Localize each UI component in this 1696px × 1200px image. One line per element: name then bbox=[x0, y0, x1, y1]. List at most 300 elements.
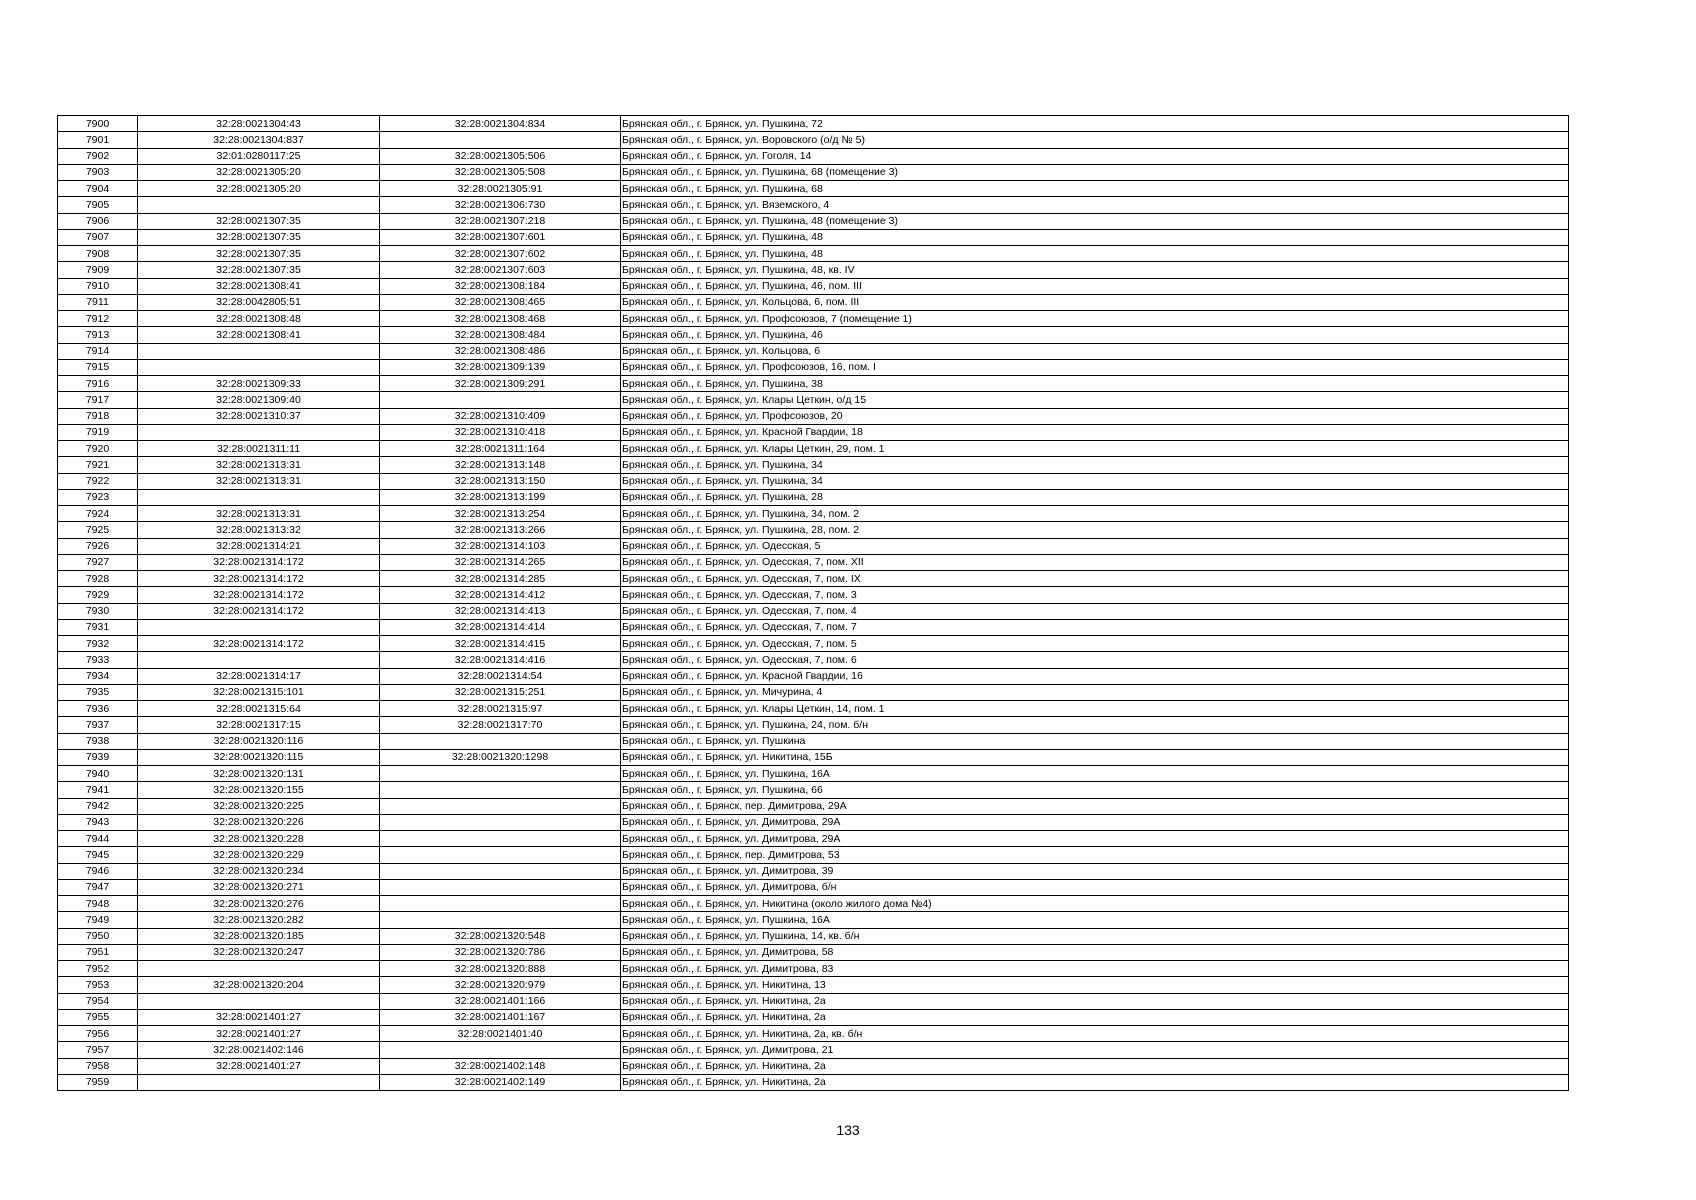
cadastral-number-cell: 32:28:0021305:20 bbox=[138, 164, 380, 180]
address-cell: Брянская обл., г. Брянск, ул. Димитрова, 29А bbox=[621, 814, 1569, 830]
row-number-cell: 7915 bbox=[58, 359, 138, 375]
cadastral-number-cell bbox=[138, 424, 380, 440]
cadastral-number-cell: 32:28:0021304:43 bbox=[138, 116, 380, 132]
address-cell: Брянская обл., г. Брянск, ул. Пушкина, 46 bbox=[621, 327, 1569, 343]
object-cadastral-number-cell bbox=[380, 879, 621, 895]
row-number-cell: 7901 bbox=[58, 132, 138, 148]
object-cadastral-number-cell: 32:28:0021401:167 bbox=[380, 1009, 621, 1025]
address-cell: Брянская обл., г. Брянск, ул. Пушкина, 66 bbox=[621, 782, 1569, 798]
row-number-cell: 7936 bbox=[58, 701, 138, 717]
table-row bbox=[58, 1009, 1569, 1025]
row-number-cell: 7948 bbox=[58, 896, 138, 912]
object-cadastral-number-cell: 32:28:0021313:266 bbox=[380, 522, 621, 538]
row-number-cell: 7952 bbox=[58, 961, 138, 977]
table-row bbox=[58, 603, 1569, 619]
row-number-cell: 7950 bbox=[58, 928, 138, 944]
address-cell: Брянская обл., г. Брянск, ул. Пушкина, 34 bbox=[621, 457, 1569, 473]
object-cadastral-number-cell: 32:28:0021308:486 bbox=[380, 343, 621, 359]
cadastral-number-cell: 32:28:0021311:11 bbox=[138, 441, 380, 457]
object-cadastral-number-cell: 32:28:0021315:251 bbox=[380, 684, 621, 700]
table-row bbox=[58, 246, 1569, 262]
row-number-cell: 7926 bbox=[58, 538, 138, 554]
cadastral-number-cell: 32:28:0021313:32 bbox=[138, 522, 380, 538]
table-row bbox=[58, 229, 1569, 245]
object-cadastral-number-cell: 32:28:0021308:484 bbox=[380, 327, 621, 343]
cadastral-number-cell bbox=[138, 619, 380, 635]
object-cadastral-number-cell bbox=[380, 733, 621, 749]
object-cadastral-number-cell bbox=[380, 896, 621, 912]
address-cell: Брянская обл., г. Брянск, ул. Пушкина, 72 bbox=[621, 116, 1569, 132]
table-row bbox=[58, 489, 1569, 505]
table-row bbox=[58, 684, 1569, 700]
cadastral-number-cell: 32:28:0021314:172 bbox=[138, 571, 380, 587]
table-row bbox=[58, 571, 1569, 587]
table-row bbox=[58, 879, 1569, 895]
table-row bbox=[58, 311, 1569, 327]
row-number-cell: 7923 bbox=[58, 489, 138, 505]
address-cell: Брянская обл., г. Брянск, ул. Никитина (около жилого дома №4) bbox=[621, 896, 1569, 912]
cadastral-number-cell: 32:28:0021320:155 bbox=[138, 782, 380, 798]
cadastral-number-cell: 32:28:0021320:247 bbox=[138, 944, 380, 960]
object-cadastral-number-cell bbox=[380, 912, 621, 928]
address-cell: Брянская обл., г. Брянск, ул. Мичурина, 4 bbox=[621, 684, 1569, 700]
table-row bbox=[58, 327, 1569, 343]
address-cell: Брянская обл., г. Брянск, ул. Клары Цеткин, 29, пом. 1 bbox=[621, 441, 1569, 457]
row-number-cell: 7913 bbox=[58, 327, 138, 343]
row-number-cell: 7954 bbox=[58, 993, 138, 1009]
table-row bbox=[58, 148, 1569, 164]
object-cadastral-number-cell bbox=[380, 814, 621, 830]
object-cadastral-number-cell: 32:28:0021317:70 bbox=[380, 717, 621, 733]
cadastral-number-cell bbox=[138, 359, 380, 375]
table-row bbox=[58, 749, 1569, 765]
address-cell: Брянская обл., г. Брянск, ул. Димитрова, 83 bbox=[621, 961, 1569, 977]
object-cadastral-number-cell: 32:28:0021305:508 bbox=[380, 164, 621, 180]
object-cadastral-number-cell: 32:28:0021401:40 bbox=[380, 1026, 621, 1042]
table-row bbox=[58, 441, 1569, 457]
table-row bbox=[58, 766, 1569, 782]
table-row bbox=[58, 278, 1569, 294]
object-cadastral-number-cell bbox=[380, 766, 621, 782]
row-number-cell: 7937 bbox=[58, 717, 138, 733]
address-cell: Брянская обл., г. Брянск, ул. Профсоюзов, 20 bbox=[621, 408, 1569, 424]
table-row bbox=[58, 262, 1569, 278]
cadastral-number-cell: 32:28:0021314:172 bbox=[138, 554, 380, 570]
cadastral-number-cell bbox=[138, 489, 380, 505]
object-cadastral-number-cell: 32:28:0021402:148 bbox=[380, 1058, 621, 1074]
cadastral-number-cell: 32:28:0021313:31 bbox=[138, 506, 380, 522]
row-number-cell: 7941 bbox=[58, 782, 138, 798]
table-row bbox=[58, 538, 1569, 554]
cadastral-number-cell: 32:28:0021320:116 bbox=[138, 733, 380, 749]
row-number-cell: 7910 bbox=[58, 278, 138, 294]
table-row bbox=[58, 197, 1569, 213]
object-cadastral-number-cell: 32:28:0021308:468 bbox=[380, 311, 621, 327]
row-number-cell: 7902 bbox=[58, 148, 138, 164]
address-cell: Брянская обл., г. Брянск, ул. Димитрова, 58 bbox=[621, 944, 1569, 960]
cadastral-number-cell: 32:28:0021314:172 bbox=[138, 636, 380, 652]
address-cell: Брянская обл., г. Брянск, ул. Кольцова, 6, пом. III bbox=[621, 294, 1569, 310]
address-cell: Брянская обл., г. Брянск, ул. Профсоюзов, 16, пом. I bbox=[621, 359, 1569, 375]
address-cell: Брянская обл., г. Брянск, ул. Никитина, 2а, кв. б/н bbox=[621, 1026, 1569, 1042]
address-cell: Брянская обл., г. Брянск, ул. Никитина, 2а bbox=[621, 1009, 1569, 1025]
address-cell: Брянская обл., г. Брянск, пер. Димитрова, 29А bbox=[621, 798, 1569, 814]
address-cell: Брянская обл., г. Брянск, ул. Никитина, 13 bbox=[621, 977, 1569, 993]
address-cell: Брянская обл., г. Брянск, ул. Пушкина, 48 bbox=[621, 229, 1569, 245]
object-cadastral-number-cell: 32:28:0021307:603 bbox=[380, 262, 621, 278]
cadastral-number-cell: 32:28:0021320:276 bbox=[138, 896, 380, 912]
table-row bbox=[58, 961, 1569, 977]
row-number-cell: 7914 bbox=[58, 343, 138, 359]
object-cadastral-number-cell: 32:28:0021313:148 bbox=[380, 457, 621, 473]
object-cadastral-number-cell: 32:28:0021315:97 bbox=[380, 701, 621, 717]
row-number-cell: 7927 bbox=[58, 554, 138, 570]
cadastral-number-cell: 32:28:0021308:41 bbox=[138, 278, 380, 294]
table-row bbox=[58, 359, 1569, 375]
row-number-cell: 7945 bbox=[58, 847, 138, 863]
cadastral-number-cell: 32:28:0021314:172 bbox=[138, 587, 380, 603]
cadastral-number-cell: 32:28:0021320:282 bbox=[138, 912, 380, 928]
object-cadastral-number-cell: 32:28:0021314:412 bbox=[380, 587, 621, 603]
row-number-cell: 7912 bbox=[58, 311, 138, 327]
cadastral-number-cell: 32:28:0021307:35 bbox=[138, 229, 380, 245]
table-row bbox=[58, 392, 1569, 408]
table-row bbox=[58, 522, 1569, 538]
table-row bbox=[58, 132, 1569, 148]
row-number-cell: 7942 bbox=[58, 798, 138, 814]
object-cadastral-number-cell: 32:28:0021320:979 bbox=[380, 977, 621, 993]
table-row bbox=[58, 457, 1569, 473]
cadastral-number-cell: 32:28:0021320:115 bbox=[138, 749, 380, 765]
address-cell: Брянская обл., г. Брянск, ул. Пушкина, 34, пом. 2 bbox=[621, 506, 1569, 522]
row-number-cell: 7939 bbox=[58, 749, 138, 765]
table-row bbox=[58, 977, 1569, 993]
row-number-cell: 7930 bbox=[58, 603, 138, 619]
cadastral-number-cell: 32:28:0021314:172 bbox=[138, 603, 380, 619]
row-number-cell: 7943 bbox=[58, 814, 138, 830]
cadastral-number-cell: 32:28:0021317:15 bbox=[138, 717, 380, 733]
object-cadastral-number-cell: 32:28:0021314:265 bbox=[380, 554, 621, 570]
row-number-cell: 7908 bbox=[58, 246, 138, 262]
registry-table-body bbox=[58, 116, 1569, 1091]
address-cell: Брянская обл., г. Брянск, ул. Воровского (о/д № 5) bbox=[621, 132, 1569, 148]
cadastral-number-cell: 32:28:0021308:48 bbox=[138, 311, 380, 327]
object-cadastral-number-cell: 32:28:0021314:414 bbox=[380, 619, 621, 635]
address-cell: Брянская обл., г. Брянск, ул. Пушкина, 46, пом. III bbox=[621, 278, 1569, 294]
object-cadastral-number-cell bbox=[380, 863, 621, 879]
address-cell: Брянская обл., г. Брянск, ул. Пушкина, 16А bbox=[621, 912, 1569, 928]
table-row bbox=[58, 912, 1569, 928]
cadastral-number-cell: 32:28:0021320:225 bbox=[138, 798, 380, 814]
row-number-cell: 7918 bbox=[58, 408, 138, 424]
address-cell: Брянская обл., г. Брянск, ул. Одесская, 7, пом. 4 bbox=[621, 603, 1569, 619]
row-number-cell: 7919 bbox=[58, 424, 138, 440]
address-cell: Брянская обл., г. Брянск, ул. Гоголя, 14 bbox=[621, 148, 1569, 164]
address-cell: Брянская обл., г. Брянск, ул. Никитина, 2а bbox=[621, 1074, 1569, 1090]
table-row bbox=[58, 668, 1569, 684]
address-cell: Брянская обл., г. Брянск, ул. Пушкина, 28 bbox=[621, 489, 1569, 505]
address-cell: Брянская обл., г. Брянск, ул. Пушкина, 34 bbox=[621, 473, 1569, 489]
row-number-cell: 7924 bbox=[58, 506, 138, 522]
address-cell: Брянская обл., г. Брянск, ул. Пушкина, 48, кв. IV bbox=[621, 262, 1569, 278]
cadastral-number-cell: 32:28:0021314:17 bbox=[138, 668, 380, 684]
table-row bbox=[58, 554, 1569, 570]
object-cadastral-number-cell: 32:28:0021307:218 bbox=[380, 213, 621, 229]
address-cell: Брянская обл., г. Брянск, ул. Одесская, 7, пом. 7 bbox=[621, 619, 1569, 635]
cadastral-number-cell: 32:28:0021402:146 bbox=[138, 1042, 380, 1058]
row-number-cell: 7944 bbox=[58, 831, 138, 847]
address-cell: Брянская обл., г. Брянск, ул. Никитина, 2а bbox=[621, 1058, 1569, 1074]
object-cadastral-number-cell: 32:28:0021310:418 bbox=[380, 424, 621, 440]
row-number-cell: 7947 bbox=[58, 879, 138, 895]
address-cell: Брянская обл., г. Брянск, ул. Пушкина bbox=[621, 733, 1569, 749]
row-number-cell: 7934 bbox=[58, 668, 138, 684]
cadastral-number-cell: 32:01:0280117:25 bbox=[138, 148, 380, 164]
address-cell: Брянская обл., г. Брянск, ул. Одесская, 7, пом. 6 bbox=[621, 652, 1569, 668]
table-row bbox=[58, 1042, 1569, 1058]
object-cadastral-number-cell: 32:28:0021402:149 bbox=[380, 1074, 621, 1090]
object-cadastral-number-cell: 32:28:0021314:413 bbox=[380, 603, 621, 619]
address-cell: Брянская обл., г. Брянск, ул. Кольцова, 6 bbox=[621, 343, 1569, 359]
object-cadastral-number-cell: 32:28:0021401:166 bbox=[380, 993, 621, 1009]
table-row bbox=[58, 1058, 1569, 1074]
object-cadastral-number-cell: 32:28:0021313:199 bbox=[380, 489, 621, 505]
row-number-cell: 7951 bbox=[58, 944, 138, 960]
table-row bbox=[58, 717, 1569, 733]
cadastral-number-cell: 32:28:0021320:234 bbox=[138, 863, 380, 879]
table-row bbox=[58, 587, 1569, 603]
address-cell: Брянская обл., г. Брянск, ул. Пушкина, 16А bbox=[621, 766, 1569, 782]
address-cell: Брянская обл., г. Брянск, ул. Одесская, 7, пом. 5 bbox=[621, 636, 1569, 652]
object-cadastral-number-cell bbox=[380, 847, 621, 863]
cadastral-number-cell: 32:28:0021308:41 bbox=[138, 327, 380, 343]
address-cell: Брянская обл., г. Брянск, ул. Красной Гвардии, 18 bbox=[621, 424, 1569, 440]
table-row bbox=[58, 376, 1569, 392]
row-number-cell: 7940 bbox=[58, 766, 138, 782]
cadastral-number-cell bbox=[138, 993, 380, 1009]
table-row bbox=[58, 831, 1569, 847]
object-cadastral-number-cell: 32:28:0021320:888 bbox=[380, 961, 621, 977]
row-number-cell: 7932 bbox=[58, 636, 138, 652]
object-cadastral-number-cell: 32:28:0021313:150 bbox=[380, 473, 621, 489]
cadastral-number-cell: 32:28:0021320:271 bbox=[138, 879, 380, 895]
object-cadastral-number-cell bbox=[380, 1042, 621, 1058]
object-cadastral-number-cell: 32:28:0021313:254 bbox=[380, 506, 621, 522]
object-cadastral-number-cell: 32:28:0021307:602 bbox=[380, 246, 621, 262]
address-cell: Брянская обл., г. Брянск, ул. Пушкина, 28, пом. 2 bbox=[621, 522, 1569, 538]
table-row bbox=[58, 733, 1569, 749]
object-cadastral-number-cell: 32:28:0021320:1298 bbox=[380, 749, 621, 765]
object-cadastral-number-cell: 32:28:0021308:184 bbox=[380, 278, 621, 294]
row-number-cell: 7920 bbox=[58, 441, 138, 457]
address-cell: Брянская обл., г. Брянск, ул. Пушкина, 68 bbox=[621, 181, 1569, 197]
table-row bbox=[58, 164, 1569, 180]
table-row bbox=[58, 701, 1569, 717]
row-number-cell: 7911 bbox=[58, 294, 138, 310]
table-row bbox=[58, 343, 1569, 359]
object-cadastral-number-cell bbox=[380, 831, 621, 847]
cadastral-number-cell: 32:28:0042805:51 bbox=[138, 294, 380, 310]
row-number-cell: 7907 bbox=[58, 229, 138, 245]
table-row bbox=[58, 928, 1569, 944]
object-cadastral-number-cell: 32:28:0021304:834 bbox=[380, 116, 621, 132]
address-cell: Брянская обл., г. Брянск, ул. Пушкина, 38 bbox=[621, 376, 1569, 392]
cadastral-number-cell: 32:28:0021320:229 bbox=[138, 847, 380, 863]
row-number-cell: 7958 bbox=[58, 1058, 138, 1074]
object-cadastral-number-cell: 32:28:0021307:601 bbox=[380, 229, 621, 245]
cadastral-number-cell: 32:28:0021307:35 bbox=[138, 246, 380, 262]
address-cell: Брянская обл., г. Брянск, ул. Одесская, 7, пом. XII bbox=[621, 554, 1569, 570]
row-number-cell: 7946 bbox=[58, 863, 138, 879]
cadastral-number-cell: 32:28:0021320:226 bbox=[138, 814, 380, 830]
cadastral-number-cell: 32:28:0021307:35 bbox=[138, 262, 380, 278]
cadastral-number-cell: 32:28:0021309:33 bbox=[138, 376, 380, 392]
table-row bbox=[58, 619, 1569, 635]
address-cell: Брянская обл., г. Брянск, ул. Пушкина, 48 (помещение 3) bbox=[621, 213, 1569, 229]
row-number-cell: 7931 bbox=[58, 619, 138, 635]
row-number-cell: 7935 bbox=[58, 684, 138, 700]
object-cadastral-number-cell: 32:28:0021314:416 bbox=[380, 652, 621, 668]
address-cell: Брянская обл., г. Брянск, ул. Пушкина, 14, кв. б/н bbox=[621, 928, 1569, 944]
object-cadastral-number-cell: 32:28:0021309:139 bbox=[380, 359, 621, 375]
row-number-cell: 7909 bbox=[58, 262, 138, 278]
address-cell: Брянская обл., г. Брянск, ул. Красной Гвардии, 16 bbox=[621, 668, 1569, 684]
object-cadastral-number-cell: 32:28:0021305:91 bbox=[380, 181, 621, 197]
table-row bbox=[58, 506, 1569, 522]
row-number-cell: 7938 bbox=[58, 733, 138, 749]
row-number-cell: 7903 bbox=[58, 164, 138, 180]
cadastral-number-cell: 32:28:0021401:27 bbox=[138, 1026, 380, 1042]
table-row bbox=[58, 993, 1569, 1009]
table-row bbox=[58, 1074, 1569, 1090]
table-row bbox=[58, 181, 1569, 197]
cadastral-number-cell: 32:28:0021307:35 bbox=[138, 213, 380, 229]
object-cadastral-number-cell bbox=[380, 392, 621, 408]
row-number-cell: 7922 bbox=[58, 473, 138, 489]
cadastral-number-cell bbox=[138, 1074, 380, 1090]
row-number-cell: 7925 bbox=[58, 522, 138, 538]
row-number-cell: 7928 bbox=[58, 571, 138, 587]
address-cell: Брянская обл., г. Брянск, ул. Клары Цеткин, 14, пом. 1 bbox=[621, 701, 1569, 717]
address-cell: Брянская обл., г. Брянск, ул. Профсоюзов, 7 (помещение 1) bbox=[621, 311, 1569, 327]
object-cadastral-number-cell: 32:28:0021305:506 bbox=[380, 148, 621, 164]
table-row bbox=[58, 1026, 1569, 1042]
row-number-cell: 7917 bbox=[58, 392, 138, 408]
address-cell: Брянская обл., г. Брянск, ул. Димитрова, 39 bbox=[621, 863, 1569, 879]
table-row bbox=[58, 782, 1569, 798]
cadastral-number-cell: 32:28:0021320:185 bbox=[138, 928, 380, 944]
object-cadastral-number-cell: 32:28:0021314:285 bbox=[380, 571, 621, 587]
table-row bbox=[58, 116, 1569, 132]
table-row bbox=[58, 896, 1569, 912]
table-row bbox=[58, 473, 1569, 489]
object-cadastral-number-cell: 32:28:0021320:548 bbox=[380, 928, 621, 944]
cadastral-number-cell bbox=[138, 197, 380, 213]
address-cell: Брянская обл., г. Брянск, ул. Димитрова, 29А bbox=[621, 831, 1569, 847]
cadastral-number-cell: 32:28:0021309:40 bbox=[138, 392, 380, 408]
object-cadastral-number-cell bbox=[380, 798, 621, 814]
table-row bbox=[58, 798, 1569, 814]
row-number-cell: 7921 bbox=[58, 457, 138, 473]
address-cell: Брянская обл., г. Брянск, ул. Пушкина, 24, пом. б/н bbox=[621, 717, 1569, 733]
object-cadastral-number-cell: 32:28:0021320:786 bbox=[380, 944, 621, 960]
row-number-cell: 7905 bbox=[58, 197, 138, 213]
object-cadastral-number-cell: 32:28:0021311:164 bbox=[380, 441, 621, 457]
address-cell: Брянская обл., г. Брянск, ул. Клары Цеткин, о/д 15 bbox=[621, 392, 1569, 408]
row-number-cell: 7906 bbox=[58, 213, 138, 229]
table-row bbox=[58, 814, 1569, 830]
table-row bbox=[58, 213, 1569, 229]
object-cadastral-number-cell bbox=[380, 782, 621, 798]
table-row bbox=[58, 652, 1569, 668]
object-cadastral-number-cell: 32:28:0021309:291 bbox=[380, 376, 621, 392]
address-cell: Брянская обл., г. Брянск, ул. Димитрова, б/н bbox=[621, 879, 1569, 895]
cadastral-number-cell bbox=[138, 343, 380, 359]
address-cell: Брянская обл., г. Брянск, ул. Одесская, 5 bbox=[621, 538, 1569, 554]
address-cell: Брянская обл., г. Брянск, ул. Пушкина, 48 bbox=[621, 246, 1569, 262]
table-row bbox=[58, 847, 1569, 863]
table-row bbox=[58, 944, 1569, 960]
cadastral-number-cell: 32:28:0021314:21 bbox=[138, 538, 380, 554]
row-number-cell: 7900 bbox=[58, 116, 138, 132]
cadastral-number-cell: 32:28:0021313:31 bbox=[138, 457, 380, 473]
cadastral-number-cell: 32:28:0021320:228 bbox=[138, 831, 380, 847]
object-cadastral-number-cell: 32:28:0021308:465 bbox=[380, 294, 621, 310]
address-cell: Брянская обл., г. Брянск, ул. Пушкина, 68 (помещение 3) bbox=[621, 164, 1569, 180]
row-number-cell: 7916 bbox=[58, 376, 138, 392]
object-cadastral-number-cell: 32:28:0021314:103 bbox=[380, 538, 621, 554]
address-cell: Брянская обл., г. Брянск, ул. Одесская, 7, пом. 3 bbox=[621, 587, 1569, 603]
row-number-cell: 7933 bbox=[58, 652, 138, 668]
address-cell: Брянская обл., г. Брянск, ул. Никитина, 2а bbox=[621, 993, 1569, 1009]
cadastral-number-cell: 32:28:0021315:101 bbox=[138, 684, 380, 700]
table-row bbox=[58, 408, 1569, 424]
cadastral-number-cell: 32:28:0021401:27 bbox=[138, 1009, 380, 1025]
table-row bbox=[58, 294, 1569, 310]
object-cadastral-number-cell: 32:28:0021306:730 bbox=[380, 197, 621, 213]
row-number-cell: 7956 bbox=[58, 1026, 138, 1042]
cadastral-number-cell bbox=[138, 652, 380, 668]
table-row bbox=[58, 424, 1569, 440]
cadastral-number-cell bbox=[138, 961, 380, 977]
row-number-cell: 7957 bbox=[58, 1042, 138, 1058]
address-cell: Брянская обл., г. Брянск, ул. Вяземского, 4 bbox=[621, 197, 1569, 213]
row-number-cell: 7904 bbox=[58, 181, 138, 197]
address-cell: Брянская обл., г. Брянск, ул. Никитина, 15Б bbox=[621, 749, 1569, 765]
page-number: 133 bbox=[836, 1122, 860, 1138]
cadastral-number-cell: 32:28:0021310:37 bbox=[138, 408, 380, 424]
cadastral-number-cell: 32:28:0021320:204 bbox=[138, 977, 380, 993]
object-cadastral-number-cell bbox=[380, 132, 621, 148]
address-cell: Брянская обл., г. Брянск, пер. Димитрова, 53 bbox=[621, 847, 1569, 863]
table-row bbox=[58, 863, 1569, 879]
address-cell: Брянская обл., г. Брянск, ул. Одесская, 7, пом. IX bbox=[621, 571, 1569, 587]
row-number-cell: 7955 bbox=[58, 1009, 138, 1025]
object-cadastral-number-cell: 32:28:0021314:415 bbox=[380, 636, 621, 652]
row-number-cell: 7953 bbox=[58, 977, 138, 993]
cadastral-number-cell: 32:28:0021320:131 bbox=[138, 766, 380, 782]
cadastral-number-cell: 32:28:0021401:27 bbox=[138, 1058, 380, 1074]
address-cell: Брянская обл., г. Брянск, ул. Димитрова, 21 bbox=[621, 1042, 1569, 1058]
object-cadastral-number-cell: 32:28:0021310:409 bbox=[380, 408, 621, 424]
row-number-cell: 7929 bbox=[58, 587, 138, 603]
cadastral-number-cell: 32:28:0021313:31 bbox=[138, 473, 380, 489]
cadastral-number-cell: 32:28:0021304:837 bbox=[138, 132, 380, 148]
object-cadastral-number-cell: 32:28:0021314:54 bbox=[380, 668, 621, 684]
cadastral-number-cell: 32:28:0021305:20 bbox=[138, 181, 380, 197]
row-number-cell: 7949 bbox=[58, 912, 138, 928]
row-number-cell: 7959 bbox=[58, 1074, 138, 1090]
